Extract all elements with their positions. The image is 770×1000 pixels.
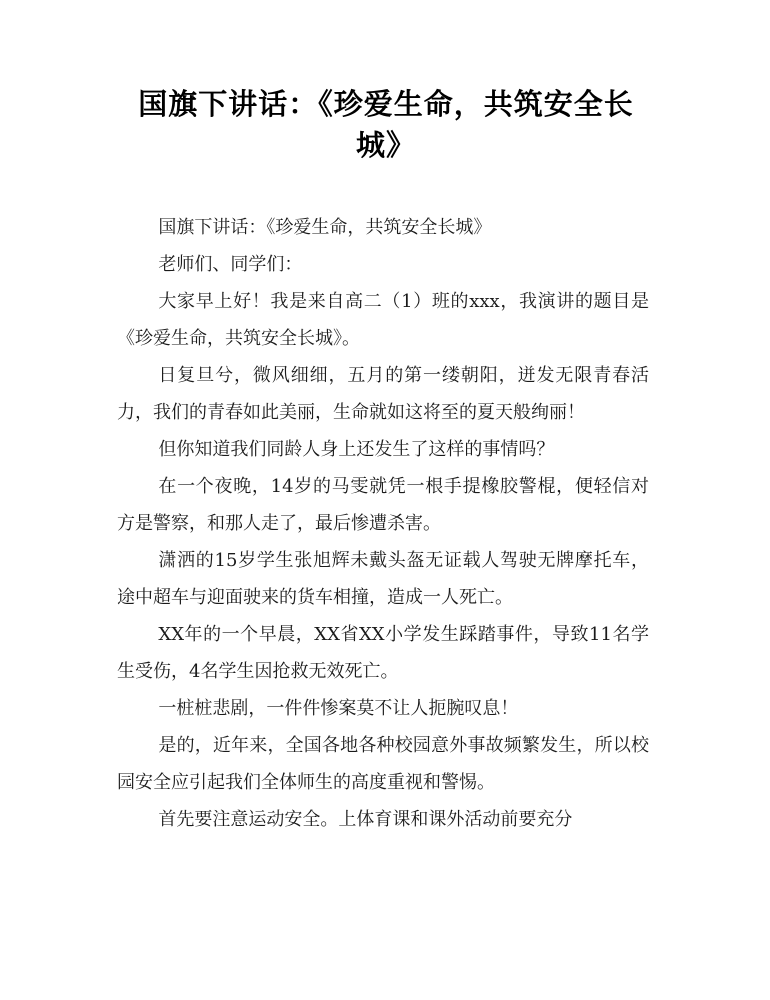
document-body [117, 209, 649, 838]
document-title: 国旗下讲话：《珍爱生命，共筑安全长城》 [138, 87, 634, 162]
paragraph: 潇洒的15岁学生张旭辉未戴头盔无证载人驾驶无牌摩托车，途中超车与迎面驶来的货车相撞，造成一人死亡。 [117, 550, 649, 608]
paragraph: 一桩桩悲剧，一件件惨案莫不让人扼腕叹息！ [158, 698, 519, 719]
paragraph: 大家早上好！我是来自高二（1）班的xxx，我演讲的题目是《珍爱生命，共筑安全长城》。 [117, 291, 649, 349]
paragraph: XX年的一个早晨，XX省XX小学发生踩踏事件，导致11名学生受伤，4名学生因抢救无效死亡。 [117, 624, 649, 682]
paragraph: 在一个夜晚，14岁的马雯就凭一根手提橡胶警棍，便轻信对方是警察，和那人走了，最后惨遭杀害。 [117, 476, 649, 534]
paragraph: 日复旦兮，微风细细，五月的第一缕朝阳，迸发无限青春活力，我们的青春如此美丽，生命就如这将至的夏天般绚丽！ [117, 365, 649, 423]
paragraph: 老师们、同学们： [158, 254, 303, 275]
paragraph: 是的，近年来，全国各地各种校园意外事故频繁发生，所以校园安全应引起我们全体师生的高度重视和警惕。 [117, 735, 649, 793]
paragraph: 但你知道我们同龄人身上还发生了这样的事情吗？ [158, 439, 555, 460]
paragraph: 国旗下讲话：《珍爱生命，共筑安全长城》 [158, 217, 492, 238]
paragraph: 首先要注意运动安全。上体育课和课外活动前要充分 [158, 809, 573, 830]
